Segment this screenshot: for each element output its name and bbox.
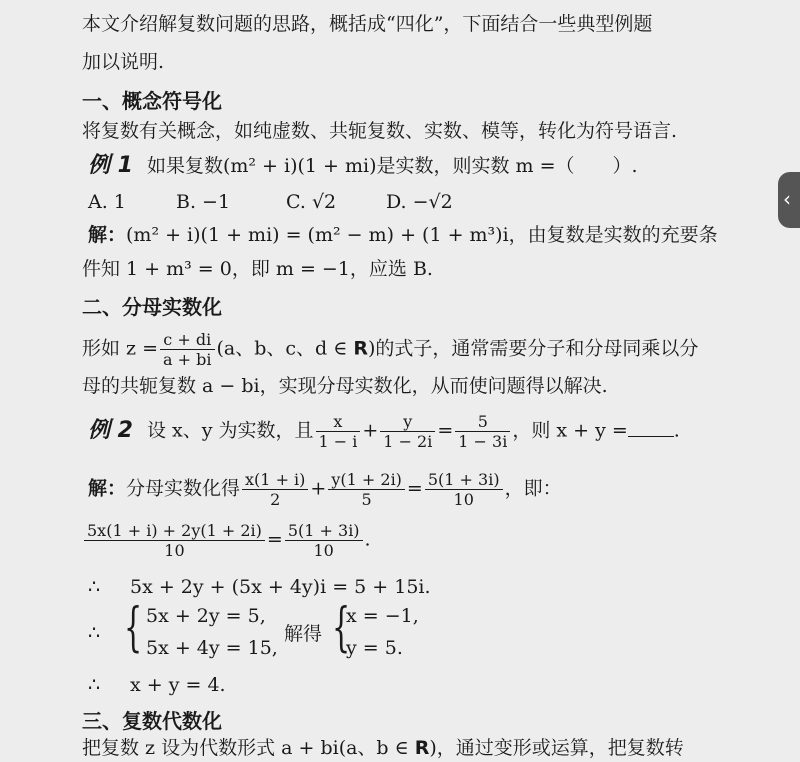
system-1-eq-1: 5x + 2y = 5, — [146, 605, 266, 627]
left-brace: { — [124, 598, 143, 658]
real-set-symbol: R — [353, 337, 368, 360]
section-3-title: 三、复数代数化 — [82, 709, 222, 733]
solution-1-label: 解： — [88, 224, 127, 246]
step-1-equation: 5x + 2y + (5x + 4y)i = 5 + 15i. — [130, 576, 431, 598]
numerator: y(1 + 2i) — [328, 470, 405, 490]
solution-1-line-1 — [88, 223, 718, 247]
plus-sign: + — [310, 477, 327, 500]
denominator: 10 — [164, 541, 185, 560]
text-suffix-b: )的式子，通常需要分子和分母同乘以分 — [368, 337, 699, 360]
therefore-symbol: ∴ — [88, 674, 101, 696]
system-1-eq-2: 5x + 4y = 15, — [146, 637, 278, 659]
text-suffix-a: (a、b、c、d ∈ — [216, 337, 354, 360]
result-line — [88, 673, 226, 697]
therefore-symbol: ∴ — [88, 576, 101, 598]
equals-sign: = — [406, 477, 423, 500]
section-2-text-1 — [82, 330, 698, 369]
fraction — [425, 470, 503, 509]
numerator: y — [380, 412, 435, 432]
fraction-5 — [455, 412, 510, 451]
period: . — [673, 419, 680, 442]
section-1-text: 将复数有关概念，如纯虚数、共轭复数、实数、模等，转化为符号语言. — [82, 120, 678, 142]
fraction — [242, 470, 308, 509]
period: . — [364, 528, 371, 551]
fraction-denominator: a + bi — [163, 350, 212, 369]
solution-1-line-2: 件知 1 + m³ = 0，即 m = −1，应选 B. — [82, 258, 433, 280]
real-set-symbol: R — [414, 737, 430, 759]
side-page-tab[interactable] — [778, 172, 800, 228]
denominator: 10 — [313, 541, 334, 560]
solution-2-label: 解： — [88, 477, 127, 500]
section-2-title: 二、分母实数化 — [82, 295, 222, 319]
text-prefix: 形如 z = — [82, 337, 159, 360]
numerator: x(1 + i) — [242, 470, 308, 490]
text-b: )，通过变形或运算，把复数转 — [429, 737, 684, 759]
intro-line-2: 加以说明. — [82, 51, 165, 73]
solution-2-line-1 — [88, 470, 562, 509]
step-1 — [88, 575, 431, 599]
answer-blank — [628, 418, 674, 437]
option-d: D. −√2 — [386, 191, 453, 213]
example-2-label: 例 2 — [88, 417, 133, 443]
numerator: 5x(1 + i) + 2y(1 + 2i) — [84, 521, 265, 541]
fraction-x — [316, 412, 361, 451]
system-2-eq-1: x = −1, — [346, 605, 419, 627]
example-1-options — [88, 190, 453, 214]
equals-sign: = — [437, 419, 454, 442]
solve-label: 解得 — [284, 623, 323, 645]
text-a: 把复数 z 设为代数形式 a + bi(a、b ∈ — [82, 737, 415, 759]
left-brace: { — [332, 598, 351, 658]
section-1-title: 一、概念符号化 — [82, 89, 222, 113]
option-b: B. −1 — [176, 191, 231, 213]
intro-line-1: 本文介绍解复数问题的思路，概括成“四化”，下面结合一些典型例题 — [82, 13, 653, 35]
example-1 — [88, 154, 638, 178]
result-equation: x + y = 4. — [130, 674, 226, 696]
bleed-through — [420, 88, 438, 114]
fraction-y — [380, 412, 435, 451]
plus-sign: + — [362, 419, 379, 442]
system-2-eq-2: y = 5. — [346, 637, 403, 659]
numerator: 5(1 + 3i) — [285, 521, 363, 541]
fraction — [84, 521, 265, 560]
section-3-text — [82, 736, 684, 760]
fraction — [328, 470, 405, 509]
solution-2-line-2 — [82, 521, 371, 560]
denominator: 1 − i — [318, 432, 358, 451]
denominator: 1 − 3i — [458, 432, 508, 451]
denominator: 2 — [270, 490, 281, 509]
section-2-text-2: 母的共轭复数 a − bi，实现分母实数化，从而使问题得以解决. — [82, 375, 608, 397]
numerator: 5(1 + 3i) — [425, 470, 503, 490]
denominator: 1 − 2i — [383, 432, 433, 451]
equals-sign: = — [266, 528, 283, 551]
fraction — [285, 521, 363, 560]
solution-2-prefix: 分母实数化得 — [126, 477, 241, 500]
fraction-cdi-over-abi — [160, 330, 214, 369]
chevron-left-icon: ‹ — [783, 187, 791, 211]
fraction-numerator: c + di — [160, 330, 214, 350]
numerator: x — [316, 412, 361, 432]
denominator: 10 — [453, 490, 474, 509]
example-2-prefix: 设 x、y 为实数，且 — [146, 419, 314, 442]
solution-2-suffix: ，即： — [504, 477, 562, 500]
denominator: 5 — [361, 490, 372, 509]
example-2 — [88, 412, 680, 451]
example-1-label: 例 1 — [88, 153, 133, 178]
solution-1-text-1: (m² + i)(1 + mi) = (m² − m) + (1 + m³)i，由复数是实数的充要条 — [126, 224, 718, 246]
example-2-suffix: ，则 x + y = — [512, 419, 628, 442]
option-c: C. √2 — [286, 191, 337, 213]
option-a: A. 1 — [88, 191, 126, 213]
numerator: 5 — [455, 412, 510, 432]
therefore-symbol: ∴ — [88, 622, 101, 644]
example-1-text: 如果复数(m² + i)(1 + mi)是实数，则实数 m =（ ）. — [146, 155, 638, 177]
